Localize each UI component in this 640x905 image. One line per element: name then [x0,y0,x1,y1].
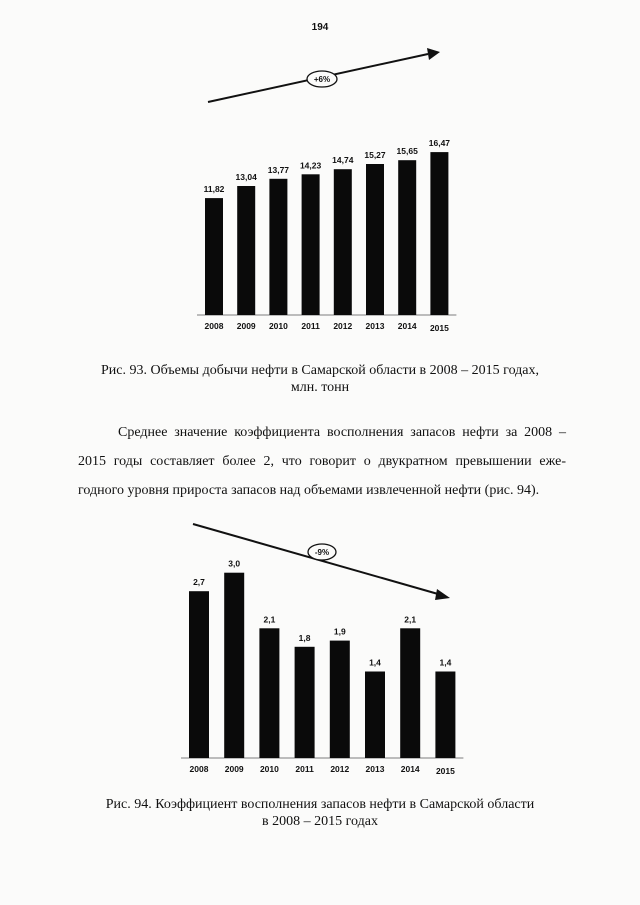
bar-2013 [366,164,384,315]
value-label: 11,82 [203,184,225,195]
tick-label: 2014 [400,764,420,774]
paragraph-line: 2015 годы составляет более 2, что говорит о двукратном превышении еже- [78,454,566,469]
value-label: 1,9 [333,626,346,637]
bar-2013 [365,672,385,759]
tick-label: 2008 [189,764,209,774]
caption-line: Рис. 93. Объемы добычи нефти в Самарской области в 2008 – 2015 годах, [100,363,539,378]
tick-label: 2014 [397,321,417,331]
bar-2010 [259,628,279,758]
tick-label: 2013 [365,764,385,774]
value-label: 1,8 [298,632,311,643]
figure-94-caption [60,796,580,830]
bar-2012 [334,169,352,315]
paragraph-line: Среднее значение коэффициента восполнения запасов нефти за 2008 – [118,425,566,440]
value-label: 15,65 [396,146,418,157]
tick-label: 2011 [295,764,314,774]
bar-2011 [302,174,320,315]
tick-label: 2012 [330,764,350,774]
bar-2008 [205,198,223,315]
bar-2014 [400,628,420,758]
value-label: 2,1 [404,614,417,625]
bar-2010 [269,179,287,315]
value-label: 16,47 [428,138,451,149]
tick-label: 2010 [259,764,279,774]
tick-label: 2009 [224,764,244,774]
tick-label: 2011 [301,321,320,331]
bar-2015 [435,672,455,759]
page-number: 194 [311,22,329,33]
reserve-replacement-bar-chart [0,530,640,792]
value-label: 1,4 [369,657,381,668]
bar-2015 [430,152,448,315]
bar-2009 [237,186,255,315]
value-label: 2,1 [263,614,276,625]
caption-line: млн. тонн [290,380,350,395]
value-label: 1,4 [439,657,452,668]
tick-label: 2013 [365,321,385,331]
bar-2012 [330,641,350,758]
value-label: 13,04 [235,172,257,182]
bar-2011 [295,647,315,758]
caption-line: в 2008 – 2015 годах [262,814,378,829]
value-label: 14,74 [332,155,354,166]
paragraph-line: годного уровня прироста запасов над объемами извлеченной нефти (рис. 94). [78,483,540,498]
tick-label: 2015 [429,323,449,333]
oil-production-bar-chart [0,60,640,350]
bar-2009 [224,573,244,758]
tick-label: 2008 [204,321,224,331]
tick-label: 2012 [333,321,353,331]
trend-arrow-up [208,48,440,102]
body-paragraph [78,418,566,505]
value-label: 15,27 [364,150,386,160]
bar-2008 [189,591,209,758]
value-label: 13,77 [267,164,290,175]
value-label: 3,0 [228,558,241,569]
caption-line: Рис. 94. Коэффициент восполнения запасов нефти в Самарской области [105,797,535,812]
value-label: 2,7 [193,577,205,588]
tick-label: 2009 [236,321,256,331]
bar-2014 [398,160,416,315]
tick-label: 2015 [435,766,455,776]
figure-93-caption [60,362,580,396]
trend-label: +6% [313,75,331,84]
tick-label: 2010 [268,321,288,331]
trend-label: -9% [314,548,330,557]
value-label: 14,23 [299,160,322,171]
